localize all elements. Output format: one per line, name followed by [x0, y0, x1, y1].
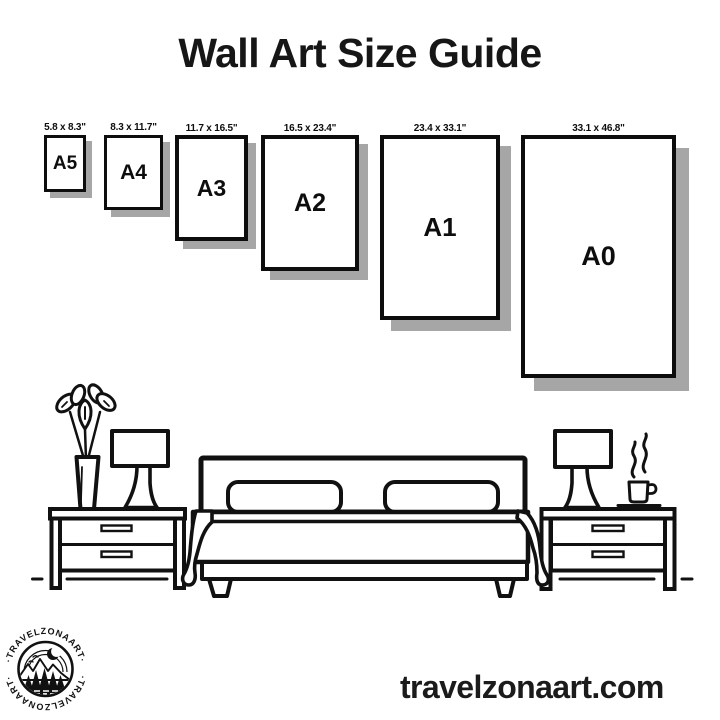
bed-frame	[202, 562, 527, 579]
drawer-handle	[593, 552, 624, 558]
table-lamp-right-icon	[555, 431, 611, 508]
paper-a1-dimensions: 23.4 x 33.1"	[413, 123, 467, 134]
paper-a4	[104, 122, 163, 210]
pillow-icon	[228, 482, 341, 512]
paper-a0-dimensions: 33.1 x 46.8"	[572, 123, 625, 134]
page-title: Wall Art Size Guide	[178, 30, 542, 76]
drawer-handle	[102, 526, 132, 532]
paper-a4-dimensions: 8.3 x 11.7"	[110, 122, 157, 133]
coffee-cup-icon	[618, 434, 660, 506]
paper-a4-name: A4	[120, 160, 147, 184]
steam-icon	[643, 434, 646, 472]
nightstand-right-icon	[542, 509, 675, 589]
cup-body	[629, 482, 648, 502]
bed-leg	[496, 579, 514, 596]
paper-a1	[380, 123, 500, 320]
paper-a2-name: A2	[294, 188, 326, 217]
logo-text-top: ·TRAVELZONAART·	[3, 625, 88, 664]
paper-a3-dimensions: 11.7 x 16.5"	[185, 123, 238, 134]
paper-a0-name: A0	[581, 241, 616, 271]
bedroom-illustration	[0, 380, 720, 610]
paper-a2-dimensions: 16.5 x 23.4"	[283, 123, 337, 134]
steam-icon	[632, 442, 635, 477]
drawer-handle	[102, 552, 132, 558]
paper-a5-dimensions: 5.8 x 8.3"	[44, 122, 86, 133]
plant-vase-icon	[53, 382, 118, 509]
lamp-shade	[555, 431, 611, 467]
paper-a5	[44, 122, 86, 192]
mattress	[193, 512, 528, 562]
paper-a3-name: A3	[196, 174, 227, 201]
nightstand-left-icon	[50, 509, 185, 588]
pillow-icon	[385, 482, 498, 512]
website-url: travelzonaart.com	[400, 669, 664, 705]
vase	[77, 457, 99, 509]
paper-a3	[175, 123, 248, 241]
drawer-handle	[593, 526, 624, 532]
paper-a1-name: A1	[423, 212, 457, 242]
paper-a0	[521, 123, 676, 378]
lamp-shade	[112, 431, 168, 466]
paper-a5-name: A5	[52, 152, 78, 174]
paper-a2	[261, 123, 359, 271]
logo-text-bottom: ·TRAVELZONAART·	[3, 674, 88, 713]
table-lamp-left-icon	[112, 431, 168, 508]
bed-leg	[209, 579, 231, 596]
bed-icon	[183, 458, 549, 596]
brand-logo	[0, 615, 100, 720]
